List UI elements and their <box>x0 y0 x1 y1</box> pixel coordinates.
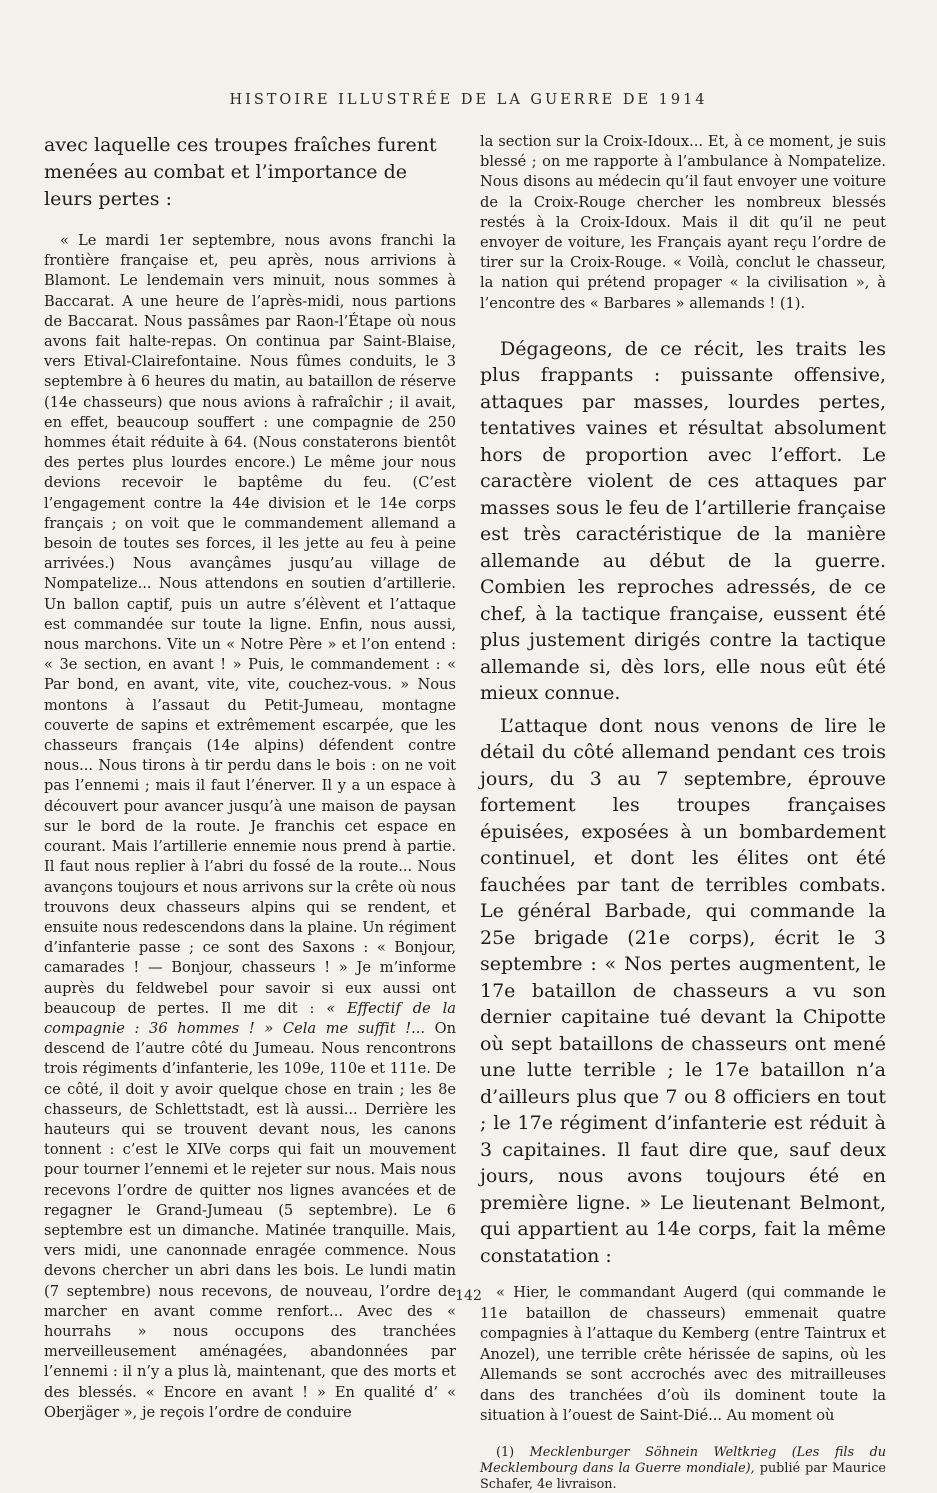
quote-italic: « Effectif de la compagnie : 36 hommes ! » Cela me suffit !... <box>44 999 457 1037</box>
page-number: 142 <box>455 1288 482 1304</box>
quote-continuation: la section sur la Croix-Idoux... Et, à ce moment, je suis blessé ; on me rapporte à l’ambulance à Nompatelize. Nous disons au médecin qu’il faut envoyer une voiture de la Croix-Rouge chercher les nombreux blessés restés à la Croix-Idoux. Mais il dit qu’il ne peut envoyer de voiture, les Français ayant reçu l’ordre de tirer sur la Croix-Rouge. « Voilà, conclut le chasseur, la nation qui prétend propager « la civilisation », à l’encontre des « Barbares » allemands ! (1). <box>480 133 886 312</box>
running-header: HISTOIRE ILLUSTRÉE DE LA GUERRE DE 1914 <box>229 92 708 108</box>
quote-part-1: « Le mardi 1er septembre, nous avons franchi la frontière française et, peu après, nous arrivions à Blamont. Le lendemain vers minuit, nous sommes à Baccarat. A une heure de l’après-midi, nous partions de Baccarat. Nous passâmes par Raon-l’Étape où nous avons fait halte-repas. On continua par Saint-Blaise, vers Etival-Clairefontaine. Nous fûmes conduits, le 3 septembre à 6 heures du matin, au bataillon de réserve (14e chasseurs) que nous avions à rafraîchir ; il avait, en effet, beaucoup souffert : une compagnie de 250 hommes était réduite à 64. (Nous constaterons bientôt des pertes plus lourdes encore.) Le même jour nous devions recevoir le baptême du feu. (C’est l’engagement contre la 44e division et le 14e corps français ; on voit que le commandement allemand a besoin de toutes ses forces, il les jette au feu à peine arrivées.) Nous avançâmes jusqu’au village de Nompatelize... Nous attendons en soutien d’artillerie. Un ballon captif, puis un autre s’élèvent et l’attaque est commandée sur toute la ligne. Enfin, nous aussi, nous marchons. Vite un « Notre Père » et l’on entend : « 3e section, en avant ! » Puis, le commandement : « Par bond, en avant, vite, vite, couchez-vous. » Nous montons à l’assaut du Petit-Jumeau, montagne couverte de sapins et extrêmement escarpée, que les chasseurs français (14e alpins) défendent contre nous... Nous tirons à tir perdu dans le bois : on ne voit pas l’ennemi ; mais il faut l’énerver. Il y a un espace à découvert pour avancer jusqu’à une maison de paysan sur le bord de la route. Je franchis cet espace en courant. Mais l’artillerie ennemie nous prend à partie. Il faut nous replier à l’abri du fossé de la route... Nous avançons toujours et nous arrivons sur la crête où nous trouvons deux chasseurs alpins qui se rendent, et ensuite nous redescendons dans la plaine. Un régiment d’infanterie passe ; ce sont des Saxons : « Bonjour, camarades ! — Bonjour, chasseurs ! » Je m’informe auprès du feldwebel pour savoir si eux aussi ont beaucoup de pertes. Il me dit : <box>44 232 456 1017</box>
belmont-quote: « Hier, le commandant Augerd (qui commande le 11e bataillon de chasseurs) emmenait quatre compagnies à l’attaque du Kemberg (entre Taintrux et Anozel), une terrible crête hérissée de sapins, où les Allemands se sont accrochés avec des mitrailleuses dans des tranchées d’où ils dominent toute la situation à l’ouest de Saint-Dié... Au moment où <box>480 1284 886 1425</box>
paragraph-analysis: Dégageons, de ce récit, les traits les plus frappants : puissante offensive, attaques par masses, lourdes pertes, tentatives vaines et résultat absolument hors de proportion avec l’effort. Le caractère violent de ces attaques par masses sous le feu de l’artillerie française est très caractéristique de la manière allemande au début de la guerre. Combien les reproches adressés, de ce chef, à la tactique française, eussent été plus justement dirigés contre la tactique allemande si, dès lors, elle nous eût été mieux connue. <box>480 337 886 705</box>
footnote-title: Mecklenburger Söhnein Weltkrieg (Les fils du Mecklembourg dans la Guerre mondiale), <box>480 1444 886 1476</box>
soldier-quote <box>44 231 456 1423</box>
left-column <box>44 132 456 1423</box>
quote-part-2: On descend de l’autre côté du Jumeau. Nous rencontrons trois régiments d’infanterie, les 109e, 110e et 111e. De ce côté, il doit y avoir quelque chose en train ; les 8e chasseurs, de Schlettstadt, est là aussi... Derrière les hauteurs qui se trouvent devant nous, les canons tonnent : c’est le XIVe corps qui fait un mouvement pour tourner l’ennemi et le rejeter sur nous. Mais nous recevons l’ordre de quitter nos lignes avancées et de regagner le Grand-Jumeau (5 septembre). Le 6 septembre est un dimanche. Matinée tranquille. Mais, vers midi, une canonnade enragée commence. Nous devons chercher un abri dans les bois. Le lundi matin (7 septembre) nous recevons, de nouveau, l’ordre de marcher en avant comme renfort... Avec des « hourrahs » nous occupons des tranchées merveilleusement aménagées, abandonnées par l’ennemi : il n’y a plus là, maintenant, que des morts et des blessés. « Encore en avant ! » En qualité d’ « Oberjäger », je reçois l’ordre de conduire <box>44 1019 457 1421</box>
lead-text: avec laquelle ces troupes fraîches furent menées au combat et l’importance de leurs pertes : <box>44 134 437 210</box>
paragraph-attack: L’attaque dont nous venons de lire le détail du côté allemand pendant ces trois jours, du 3 au 7 septembre, éprouve fortement les troupes françaises épuisées, exposées à un bombardement continuel, et dont les élites ont été fauchées par tant de terribles combats. Le général Barbade, qui commande la 25e brigade (21e corps), écrit le 3 septembre : « Nos pertes augmentent, le 17e bataillon de chasseurs a vu son dernier capitaine tué devant la Chipotte où sept bataillons de chasseurs ont mené une lutte terrible ; le 17e bataillon n’a d’ailleurs plus que 7 ou 8 officiers en tout ; le 17e régiment d’infanterie est réduit à 3 capitaines. Il faut dire que, sauf deux jours, nous avons toujours été en première ligne. » Le lieutenant Belmont, qui appartient au 14e corps, fait la même constatation : <box>480 714 886 1267</box>
footnote-label: (1) <box>496 1444 515 1460</box>
footnote <box>480 1445 886 1493</box>
footnote-text: publié par Maurice Schafer, 4e livraison. <box>480 1460 886 1492</box>
